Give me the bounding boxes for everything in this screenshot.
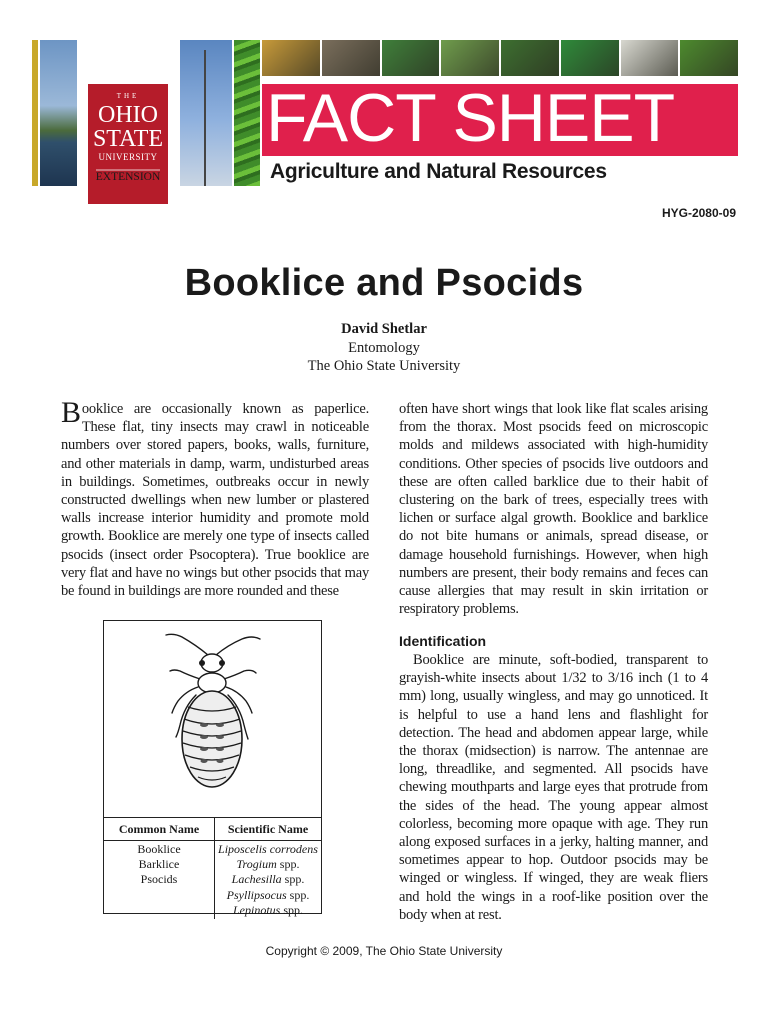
header-strip-photo (680, 40, 738, 76)
intro-text: ooklice are occasionally known as paperlice. These flat, tiny insects may crawl in noticeable numbers over stored papers, books, walls, furniture, and other materials in damp, warm, undisturbed areas in buildings. Sometimes, outbreaks occur in newly constructed dwellings when new lumber or plastered walls increase interior humidity and promote mold growth. Booklice are merely one type of insects called psocids (insect order Psocoptera). True booklice are very flat and have no wings but other psocids that may be found in buildings are more rounded and these (61, 401, 369, 600)
header-photo-strip (262, 40, 738, 76)
author-institution: The Ohio State University (307, 358, 461, 374)
column-header-scientific-name: Scientific Name (215, 818, 322, 841)
header-photo-power-pole (180, 40, 232, 186)
fact-sheet-banner (262, 84, 738, 156)
drop-cap: B (61, 396, 81, 429)
common-names-cell (104, 841, 215, 920)
header-strip-photo (441, 40, 499, 76)
document-title: Booklice and Psocids (184, 262, 584, 304)
common-name: Booklice (137, 842, 181, 856)
common-name: Barklice (138, 857, 180, 872)
document-code: HYG-2080-09 (661, 206, 736, 220)
column-header-common-name: Common Name (104, 818, 215, 841)
booklouse-illustration (104, 621, 321, 817)
osu-extension-logo (78, 40, 178, 186)
header-strip-photo (382, 40, 440, 76)
header-strip-photo (322, 40, 380, 76)
header-photo-leaves (234, 40, 260, 186)
header-accent-bar (32, 40, 38, 186)
copyright-notice: Copyright © 2009, The Ohio State University (265, 944, 503, 958)
header-strip-photo (561, 40, 619, 76)
species-table (104, 817, 321, 919)
identification-heading: Identification (399, 633, 487, 649)
author-department: Entomology (348, 340, 420, 356)
intro-paragraph (61, 396, 369, 600)
identification-paragraph: Booklice are minute, soft-bodied, transparent to grayish-white insects about 1/32 to 3/16 inch (1 to 4 mm) long, usually wingless, and may go unnoticed. It is helpful to use a hand lens and flashlight for detection. The head and abdomen appear large, while the thorax (midsection) is narrow. The antennae are long, threadlike, and segmented. All psocids have chewing mouthparts and large eyes that protrude from the sides of the head. The young appear almost colorless, becoming more opaque with age. They run along exposed surfaces in a jerky, halting manner, and sometimes appear to hop. Outdoor psocids may be winged or wingless. If winged, they are weak fliers and hold the wings in a roof-like position over the body when at rest. (399, 652, 708, 923)
logo-text-extension: EXTENSION (95, 171, 161, 183)
header-photo-lake (40, 40, 77, 186)
scientific-name: Lachesilla spp. (231, 872, 305, 887)
header-strip-photo (621, 40, 679, 76)
scientific-name: Lepinotus spp. (232, 902, 303, 917)
logo-text-the: THE (116, 92, 140, 100)
common-name: Psocids (140, 872, 178, 887)
scientific-names-cell (215, 841, 322, 920)
fact-sheet-title: FACT SHEET (266, 84, 675, 156)
header-strip-photo (501, 40, 559, 76)
logo-text-ohio: OHIO (98, 102, 158, 128)
header-strip-photo (262, 40, 320, 76)
scientific-name: Psyllipsocus spp. (226, 887, 310, 902)
author-name: David Shetlar (341, 321, 427, 337)
booklice-figure (103, 620, 322, 917)
header-subtitle: Agriculture and Natural Resources (270, 160, 607, 183)
logo-text-state: STATE (92, 126, 164, 152)
scientific-name: Liposcelis corrodens (218, 842, 318, 856)
scientific-name: Trogium spp. (236, 857, 300, 872)
logo-text-university: UNIVERSITY (98, 152, 158, 162)
barklice-paragraph: often have short wings that look like flat scales arising from the thorax. Most psocids feed on microscopic molds and mildews associated with high-humidity conditions. Other species of psocids live outdoors and these are often called barklice due to their habit of clustering on the bark of trees, especially trees with lichen or surface algal growth. Booklice and barklice do not bite humans or animals, spread disease, or damage household furnishings. However, when high numbers are present, their body remains and feces can cause allergies that may result in skin irritation or respiratory problems. (399, 401, 708, 618)
logo-wordmark (78, 40, 178, 186)
